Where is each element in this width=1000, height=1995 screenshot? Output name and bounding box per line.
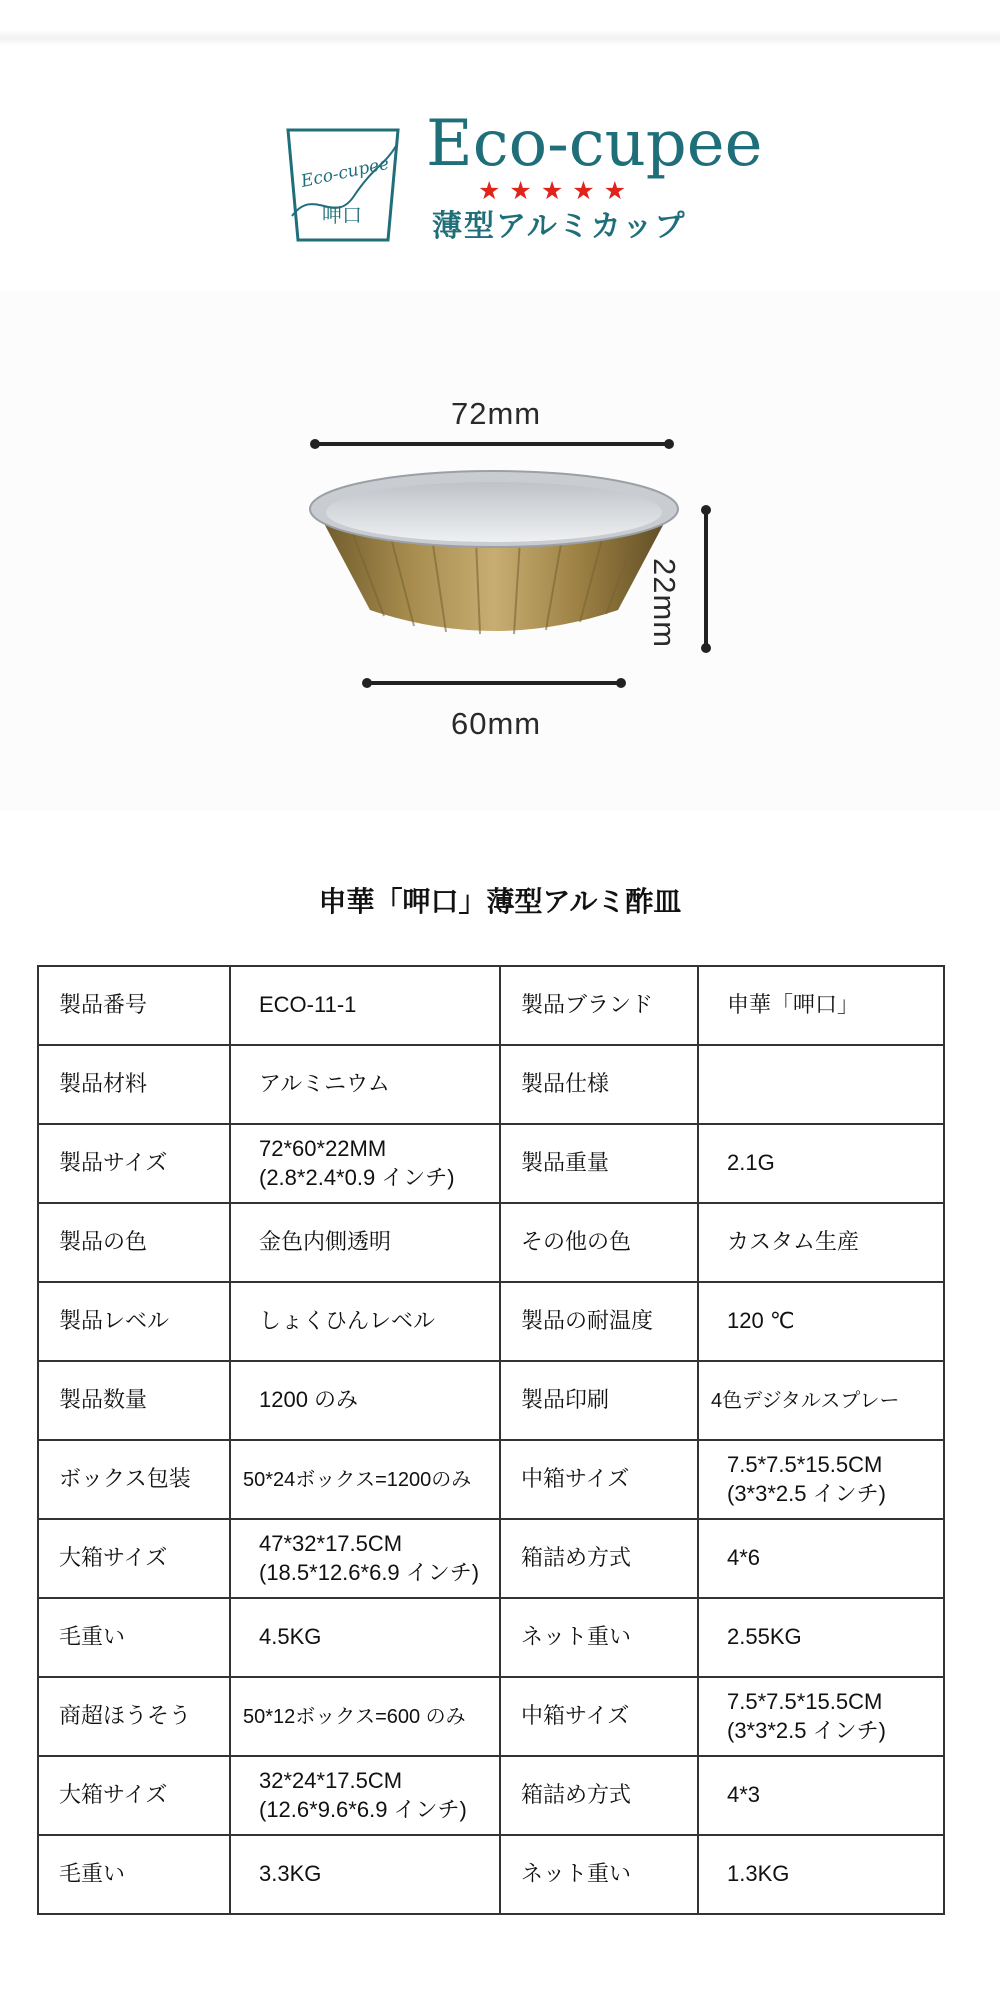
spec-value: 50*12ボックス=600 のみ [230, 1677, 500, 1756]
spec-label: 商超ほうそう [38, 1677, 230, 1756]
spec-value-line: 7.5*7.5*15.5CM [727, 1688, 883, 1714]
brand-subtitle: 薄型アルミカップ [432, 209, 687, 244]
spec-label: 製品サイズ [38, 1124, 230, 1203]
spec-value-line: 32*24*17.5CM [259, 1767, 403, 1793]
product-image-area [0, 290, 1000, 810]
spec-value: 2.1G [698, 1124, 944, 1203]
top-divider [0, 30, 1000, 46]
spec-table [37, 965, 945, 1915]
spec-value: 4色デジタルスプレー [698, 1361, 944, 1440]
table-row [38, 1835, 944, 1914]
spec-table-title: 申華「呷口」薄型アルミ酢皿 [318, 885, 682, 918]
logo-box-text-bottom: 呷口 [322, 203, 362, 227]
spec-value-line: (18.5*12.6*6.9 インチ) [259, 1559, 480, 1585]
table-row [38, 1756, 944, 1835]
spec-value: 金色内側透明 [230, 1203, 500, 1282]
spec-label: 製品仕様 [500, 1045, 698, 1124]
spec-value-line: 72*60*22MM [259, 1135, 387, 1161]
spec-value-line: (3*3*2.5 インチ) [727, 1717, 886, 1743]
spec-value [230, 1124, 500, 1203]
spec-value: アルミニウム [230, 1045, 500, 1124]
spec-value [698, 1045, 944, 1124]
dimension-height-label: 22mm [647, 558, 682, 649]
table-row [38, 1361, 944, 1440]
logo-cup-icon [284, 126, 402, 244]
spec-label: 製品重量 [500, 1124, 698, 1203]
spec-label: ボックス包装 [38, 1440, 230, 1519]
spec-value [230, 1519, 500, 1598]
spec-label: ネット重い [500, 1835, 698, 1914]
table-row [38, 1203, 944, 1282]
spec-value: 1.3KG [698, 1835, 944, 1914]
spec-label: 製品材料 [38, 1045, 230, 1124]
spec-value-line: (2.8*2.4*0.9 インチ) [259, 1164, 455, 1190]
spec-label: 毛重い [38, 1835, 230, 1914]
spec-value: 3.3KG [230, 1835, 500, 1914]
spec-value: 4.5KG [230, 1598, 500, 1677]
spec-label: 製品印刷 [500, 1361, 698, 1440]
spec-label: 製品レベル [38, 1282, 230, 1361]
spec-label: 中箱サイズ [500, 1677, 698, 1756]
spec-value: 120 ℃ [698, 1282, 944, 1361]
spec-value [698, 1440, 944, 1519]
spec-label: 大箱サイズ [38, 1519, 230, 1598]
table-row [38, 1124, 944, 1203]
spec-value: ECO-11-1 [230, 966, 500, 1045]
table-row [38, 1282, 944, 1361]
spec-label: ネット重い [500, 1598, 698, 1677]
spec-label: 中箱サイズ [500, 1440, 698, 1519]
spec-value-line: 7.5*7.5*15.5CM [727, 1451, 883, 1477]
rating-stars: ★★★★★ [478, 176, 636, 205]
table-row [38, 1519, 944, 1598]
spec-value: 2.55KG [698, 1598, 944, 1677]
spec-label: 製品ブランド [500, 966, 698, 1045]
spec-value: 1200 のみ [230, 1361, 500, 1440]
spec-value: 申華「呷口」 [698, 966, 944, 1045]
spec-label: 製品数量 [38, 1361, 230, 1440]
spec-value [230, 1756, 500, 1835]
spec-label: その他の色 [500, 1203, 698, 1282]
spec-value: カスタム生産 [698, 1203, 944, 1282]
spec-label: 製品の耐温度 [500, 1282, 698, 1361]
spec-value: 4*3 [698, 1756, 944, 1835]
brand-name: Eco-cupee [426, 107, 763, 181]
spec-value [698, 1677, 944, 1756]
spec-label: 箱詰め方式 [500, 1756, 698, 1835]
dimension-top-label: 72mm [451, 396, 542, 431]
spec-value-line: 47*32*17.5CM [259, 1530, 403, 1556]
spec-label: 毛重い [38, 1598, 230, 1677]
logo-box-text-top: Eco-cupee [299, 153, 391, 192]
table-row [38, 1598, 944, 1677]
spec-value: 50*24ボックス=1200のみ [230, 1440, 500, 1519]
dimension-bottom-label: 60mm [451, 706, 542, 741]
table-row [38, 1045, 944, 1124]
table-row [38, 1440, 944, 1519]
spec-value: 4*6 [698, 1519, 944, 1598]
spec-value: しょくひんレベル [230, 1282, 500, 1361]
spec-label: 箱詰め方式 [500, 1519, 698, 1598]
spec-label: 大箱サイズ [38, 1756, 230, 1835]
spec-label: 製品の色 [38, 1203, 230, 1282]
spec-value-line: (3*3*2.5 インチ) [727, 1480, 886, 1506]
spec-label: 製品番号 [38, 966, 230, 1045]
spec-value-line: (12.6*9.6*6.9 インチ) [259, 1796, 467, 1822]
table-row [38, 966, 944, 1045]
table-row [38, 1677, 944, 1756]
